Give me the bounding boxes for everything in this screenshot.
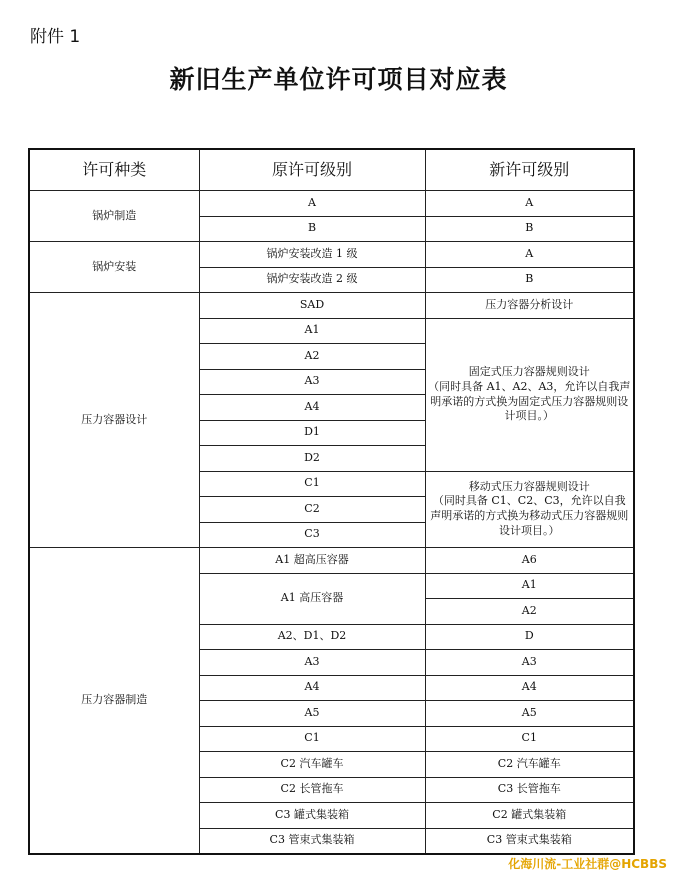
old-level-cell: A2 — [199, 344, 425, 370]
category-cell: 锅炉安装 — [29, 242, 199, 293]
old-level-cell: A3 — [199, 650, 425, 676]
old-level-cell: B — [199, 216, 425, 242]
mapping-table — [28, 148, 635, 855]
old-level-cell: A1 超高压容器 — [199, 548, 425, 574]
new-level-cell: A — [425, 191, 634, 217]
category-cell: 压力容器制造 — [29, 548, 199, 855]
new-level-cell: C2 罐式集装箱 — [425, 803, 634, 829]
old-level-cell: A2、D1、D2 — [199, 624, 425, 650]
category-cell: 压力容器设计 — [29, 293, 199, 548]
old-level-cell: C1 — [199, 471, 425, 497]
new-level-cell: A5 — [425, 701, 634, 727]
old-level-cell: 锅炉安装改造 1 级 — [199, 242, 425, 268]
new-level-cell: C3 长管拖车 — [425, 777, 634, 803]
table-row — [29, 191, 634, 217]
old-level-cell: C3 罐式集装箱 — [199, 803, 425, 829]
new-level-cell: 压力容器分析设计 — [425, 293, 634, 319]
new-level-cell: B — [425, 216, 634, 242]
old-level-cell: C2 — [199, 497, 425, 523]
new-level-cell: D — [425, 624, 634, 650]
mobile-design-note: 移动式压力容器规则设计 （同时具备 C1、C2、C3，允许以自我声明承诺的方式换为移动式压力容器规则设计项目。） — [425, 471, 634, 548]
category-cell: 锅炉制造 — [29, 191, 199, 242]
new-level-cell: A2 — [425, 599, 634, 625]
new-level-cell: C1 — [425, 726, 634, 752]
header-category: 许可种类 — [29, 149, 199, 191]
old-level-cell: SAD — [199, 293, 425, 319]
old-level-cell: A4 — [199, 675, 425, 701]
page-title: 新旧生产单位许可项目对应表 — [169, 65, 508, 94]
new-level-cell: B — [425, 267, 634, 293]
old-level-cell: A — [199, 191, 425, 217]
new-level-cell: C2 汽车罐车 — [425, 752, 634, 778]
new-level-cell: C3 管束式集装箱 — [425, 828, 634, 854]
table-row — [29, 548, 634, 574]
old-level-cell: 锅炉安装改造 2 级 — [199, 267, 425, 293]
old-level-cell: A5 — [199, 701, 425, 727]
header-old-level: 原许可级别 — [199, 149, 425, 191]
old-level-cell: A4 — [199, 395, 425, 421]
old-level-cell: C1 — [199, 726, 425, 752]
old-level-cell: D1 — [199, 420, 425, 446]
old-level-cell: C2 汽车罐车 — [199, 752, 425, 778]
old-level-cell: C2 长管拖车 — [199, 777, 425, 803]
old-level-cell: A1 高压容器 — [199, 573, 425, 624]
new-level-cell: A4 — [425, 675, 634, 701]
header-row — [29, 149, 634, 191]
new-level-cell: A1 — [425, 573, 634, 599]
old-level-cell: C3 管束式集装箱 — [199, 828, 425, 854]
old-level-cell: A3 — [199, 369, 425, 395]
new-level-cell: A — [425, 242, 634, 268]
table-row — [29, 293, 634, 319]
new-level-cell: A3 — [425, 650, 634, 676]
new-level-cell: A6 — [425, 548, 634, 574]
fixed-design-note: 固定式压力容器规则设计 （同时具备 A1、A2、A3，允许以自我声明承诺的方式换为固定式压力容器规则设计项目。） — [425, 318, 634, 471]
old-level-cell: A1 — [199, 318, 425, 344]
table-row — [29, 242, 634, 268]
old-level-cell: C3 — [199, 522, 425, 548]
old-level-cell: D2 — [199, 446, 425, 472]
header-new-level: 新许可级别 — [425, 149, 634, 191]
attachment-label: 附件 1 — [30, 27, 81, 47]
watermark: 化海川流-工业社群@HCBBS — [508, 857, 667, 871]
